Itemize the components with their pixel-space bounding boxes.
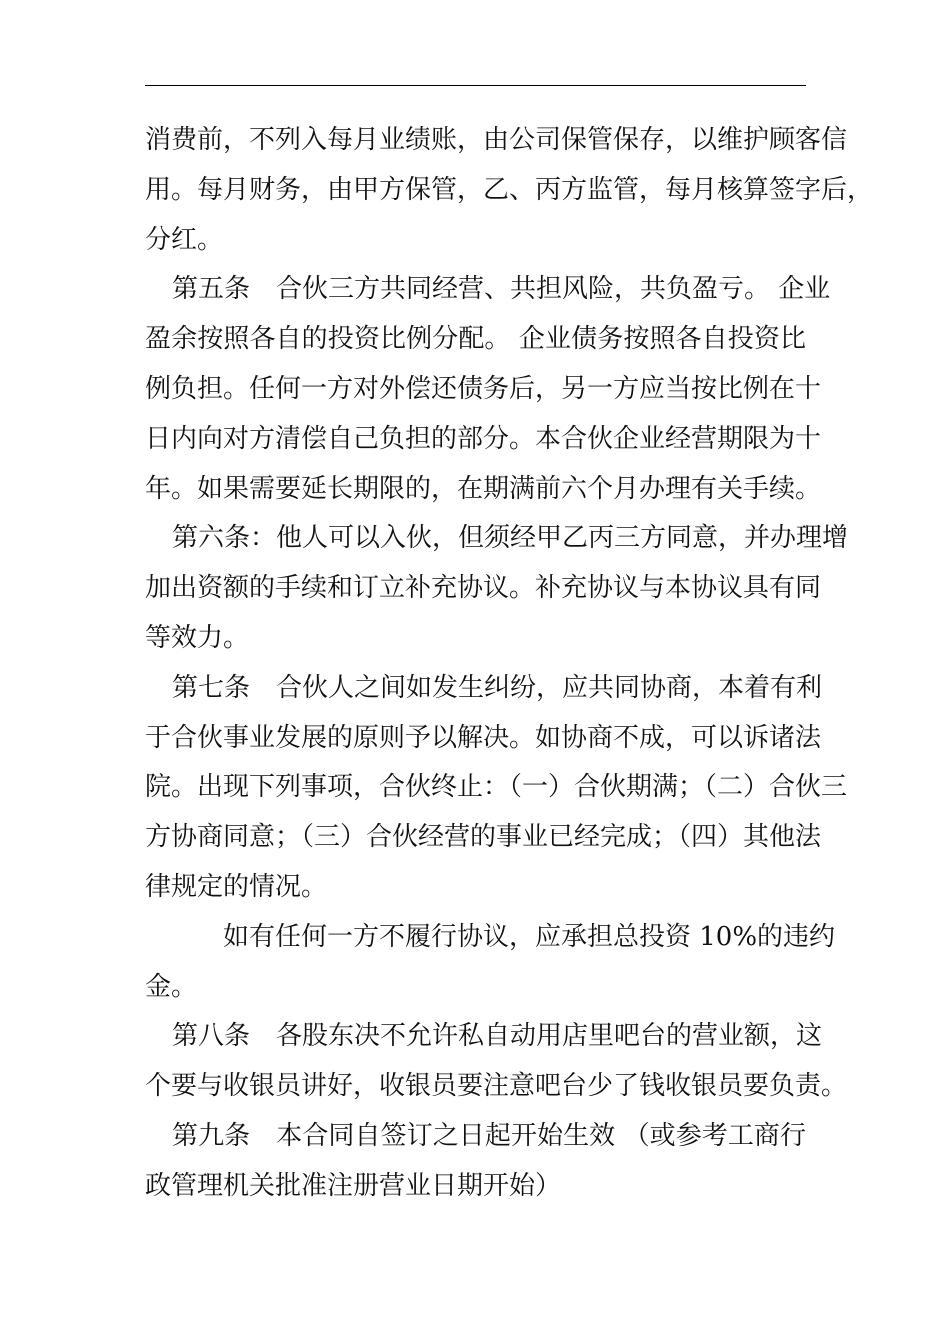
text-line: 年。如果需要延长期限的，在期满前六个月办理有关手续。 bbox=[145, 473, 822, 504]
text-line: 第九条 本合同自签订之日起开始生效 （或参考工商行 bbox=[172, 1120, 806, 1151]
text-line: 政管理机关批准注册营业日期开始） bbox=[145, 1170, 562, 1201]
text-line: 律规定的情况。 bbox=[145, 871, 328, 902]
text-line: 个要与收银员讲好，收银员要注意吧台少了钱收银员要负责。 bbox=[145, 1071, 848, 1102]
article-7 bbox=[145, 664, 848, 913]
text-line: 院。出现下列事项，合伙终止：（一）合伙期满；（二）合伙三 bbox=[145, 772, 848, 803]
article-6 bbox=[145, 514, 849, 663]
article-9 bbox=[145, 1112, 806, 1212]
document-body bbox=[145, 116, 874, 1212]
article-5 bbox=[145, 265, 831, 514]
text-line: 第六条：他人可以入伙，但须经甲乙丙三方同意，并办理增 bbox=[172, 523, 849, 554]
text-line: 日内向对方清偿自己负担的部分。本合伙企业经营期限为十 bbox=[145, 423, 822, 454]
article-8 bbox=[145, 1012, 848, 1112]
text-line: 加出资额的手续和订立补充协议。补充协议与本协议具有同 bbox=[145, 573, 822, 604]
text-line: 方协商同意；（三）合伙经营的事业已经完成；（四）其他法 bbox=[145, 822, 822, 853]
text-line: 第五条 合伙三方共同经营、共担风险，共负盈亏。 企业 bbox=[172, 274, 831, 305]
text-line: 于合伙事业发展的原则予以解决。如协商不成，可以诉诸法 bbox=[145, 722, 822, 753]
text-line: 金。 bbox=[145, 971, 198, 1002]
text-line: 如有任何一方不履行协议，应承担总投资 10%的违约 bbox=[223, 921, 836, 952]
penalty-clause bbox=[145, 913, 836, 1013]
text-line: 等效力。 bbox=[145, 622, 250, 653]
text-line: 用。每月财务，由甲方保管，乙、丙方监管，每月核算签字后， bbox=[145, 174, 874, 205]
text-line: 盈余按照各自的投资比例分配。 企业债务按照各自投资比 bbox=[145, 324, 806, 355]
paragraph-profit-custody bbox=[145, 116, 874, 265]
text-line: 第八条 各股东决不允许私自动用店里吧台的营业额，这 bbox=[172, 1021, 823, 1052]
header-rule bbox=[145, 85, 806, 86]
text-line: 例负担。任何一方对外偿还债务后，另一方应当按比例在十 bbox=[145, 373, 822, 404]
text-line: 第七条 合伙人之间如发生纠纷，应共同协商，本着有利 bbox=[172, 672, 823, 703]
text-line: 分红。 bbox=[145, 224, 224, 255]
text-line: 消费前，不列入每月业绩账，由公司保管保存，以维护顾客信 bbox=[145, 125, 848, 155]
